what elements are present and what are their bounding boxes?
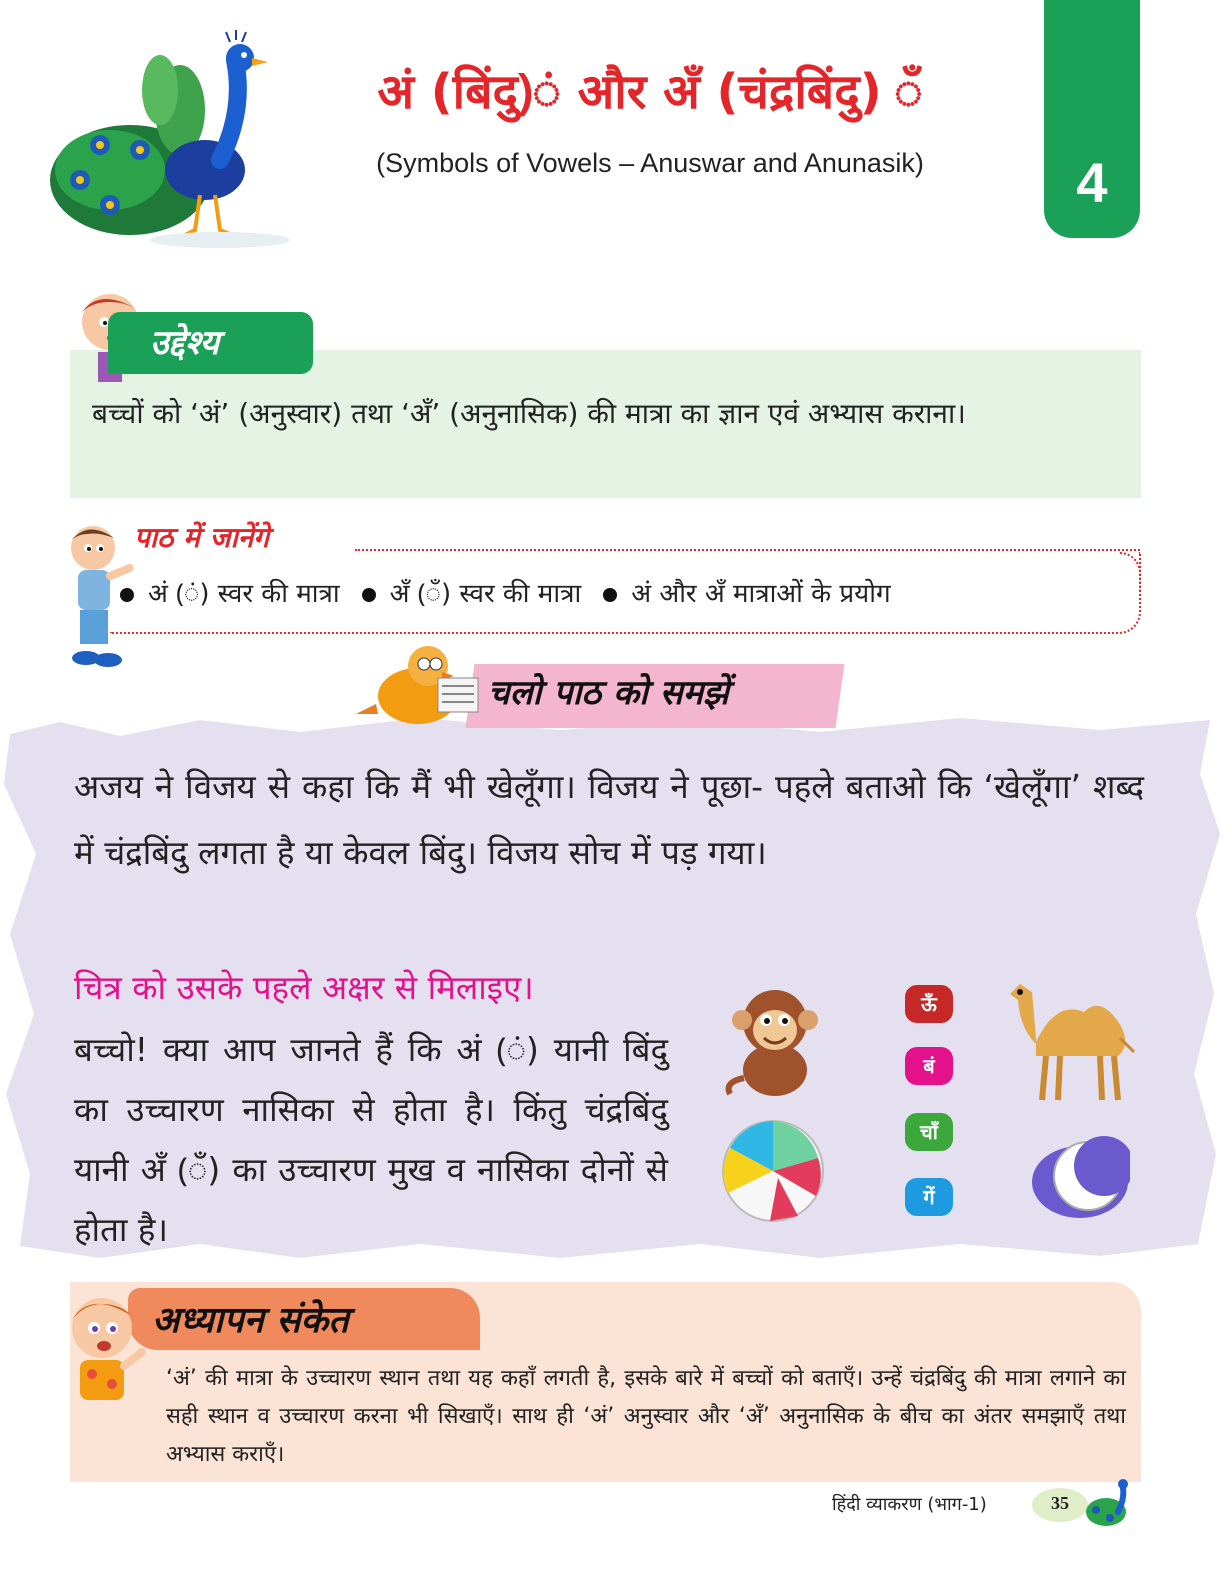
monkey-picture xyxy=(720,982,824,1098)
moon-picture xyxy=(1030,1122,1130,1220)
footer-book-title: हिंदी व्याकरण (भाग-1) xyxy=(832,1494,987,1515)
bullet-icon xyxy=(120,588,134,602)
lesson-story-text: अजय ने विजय से कहा कि मैं भी खेलूँगा। विजय ने पूछा- पहले बताओ कि ‘खेलूँगा’ शब्द में चंद्रबिंदु लगता है या केवल बिंदु। विजय सोच में पड़ गया। xyxy=(74,767,1144,872)
letter-chip-chaan[interactable]: चाँ xyxy=(905,1113,953,1151)
chapter-number: 4 xyxy=(1076,151,1108,214)
learn-item: अँ (ँ) स्वर की मात्रा xyxy=(362,574,582,610)
letter-chip-ban[interactable]: बं xyxy=(905,1047,953,1085)
page-number: 35 xyxy=(1051,1493,1069,1513)
chapter-tab xyxy=(1044,0,1140,238)
bullet-icon xyxy=(362,588,376,602)
camel-picture xyxy=(996,972,1140,1112)
chapter-title: अं (बिंदु)ं और अँ (चंद्रबिंदु) ँ xyxy=(377,64,923,120)
objective-heading: उद्देश्य xyxy=(150,323,220,363)
ball-picture xyxy=(718,1118,828,1224)
reading-bird-illustration xyxy=(356,644,486,730)
teaching-hint-heading: अध्यापन संकेत xyxy=(152,1300,349,1341)
learn-items xyxy=(120,574,891,610)
chapter-subtitle: (Symbols of Vowels – Anuswar and Anunasik) xyxy=(376,148,924,178)
learn-heading: पाठ में जानेंगे xyxy=(134,521,269,554)
lesson-explanation-text: बच्चो! क्या आप जानते हैं कि अं (ं) यानी बिंदु का उच्चारण नासिका से होता है। किंतु चंद्रबिंदु यानी अँ (ँ) का उच्चारण मुख व नासिका दोनों से होता है। xyxy=(74,1030,668,1249)
letter-chip-gen[interactable]: गें xyxy=(905,1178,953,1216)
match-instruction: चित्र को उसके पहले अक्षर से मिलाइए। xyxy=(74,968,534,1007)
waving-boy-illustration xyxy=(60,1288,148,1400)
peacock-icon xyxy=(1082,1478,1138,1530)
dotted-divider xyxy=(355,549,1140,551)
bullet-icon xyxy=(603,588,617,602)
learn-item: अं (ं) स्वर की मात्रा xyxy=(120,574,340,610)
peacock-illustration xyxy=(40,30,300,250)
lesson-banner-label: चलो पाठ को समझें xyxy=(488,673,729,713)
objective-text: बच्चों को ‘अं’ (अनुस्वार) तथा ‘अँ’ (अनुनासिक) की मात्रा का ज्ञान एवं अभ्यास कराना। xyxy=(92,397,966,430)
teaching-hint-text: ‘अं’ की मात्रा के उच्चारण स्थान तथा यह कहाँ लगती है, इसके बारे में बच्चों को बताएँ। उन्हें चंद्रबिंदु की मात्रा लगाने का सही स्थान व उच्चारण करना भी सिखाएँ। साथ ही ‘अं’ अनुस्वार और ‘अँ’ अनुनासिक के बीच का अंतर समझाएँ तथा अभ्यास कराएँ। xyxy=(166,1366,1126,1467)
letter-chip-oon[interactable]: ऊँ xyxy=(905,985,953,1023)
learn-item: अं और अँ मात्राओं के प्रयोग xyxy=(603,574,890,610)
